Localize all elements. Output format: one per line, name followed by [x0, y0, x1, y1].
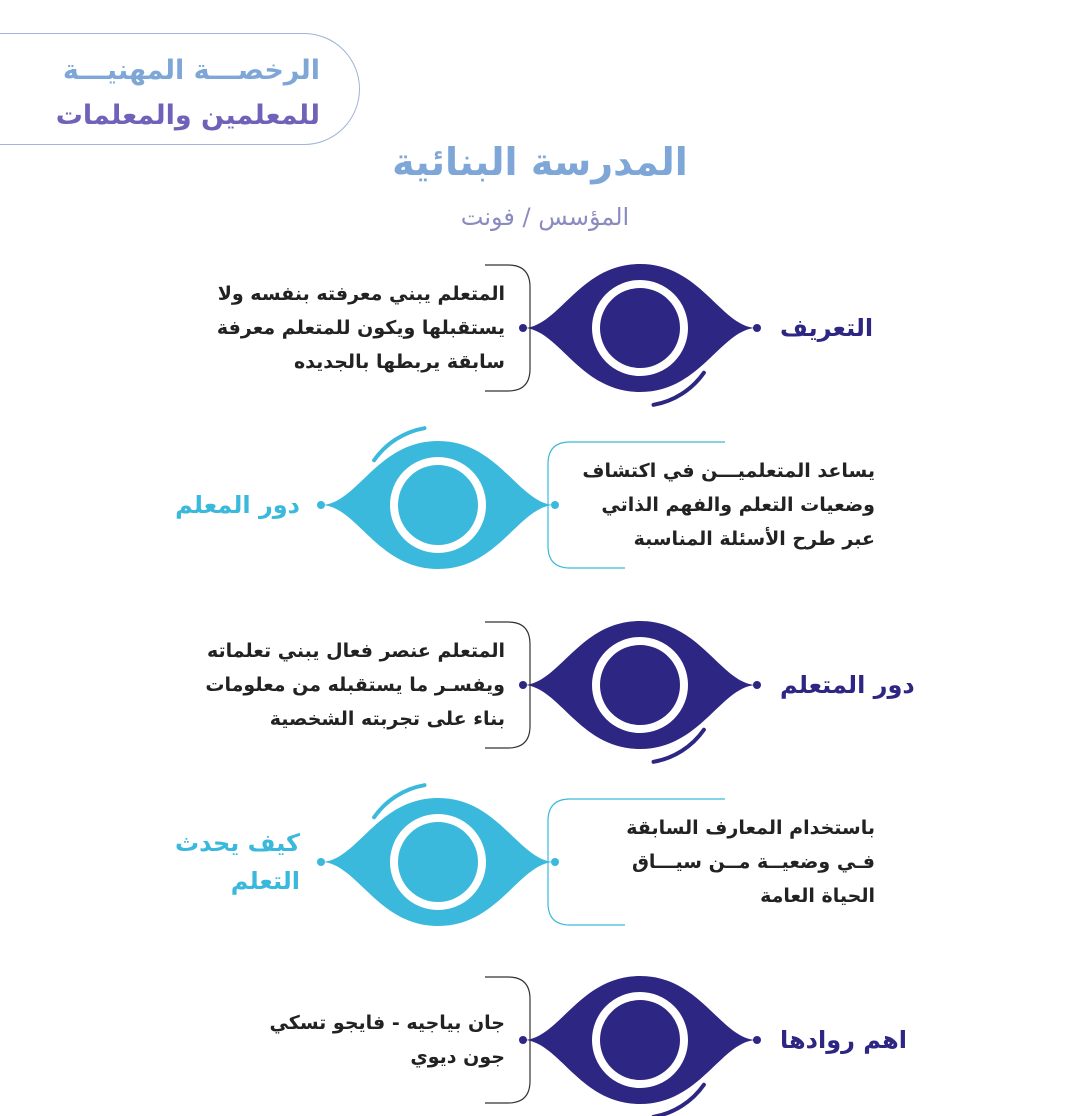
description-line: باستخدام المعارف السابقة: [626, 817, 875, 839]
row-description-5: [140, 1006, 505, 1074]
description-line: يساعد المتعلميـــن في اكتشاف: [582, 460, 875, 482]
node-dot-left-3: [519, 681, 527, 689]
label-line: كيف يحدث: [175, 829, 300, 857]
node-dot-left-2: [317, 501, 325, 509]
node-dot-left-5: [519, 1036, 527, 1044]
description-line: وضعيات التعلم والفهم الذاتي: [601, 494, 875, 516]
node-dot-right-1: [753, 324, 761, 332]
description-line: يستقبلها ويكون للمتعلم معرفة: [216, 317, 505, 339]
row-label-2: [100, 486, 300, 524]
description-line: بناء على تجربته الشخصية: [269, 708, 505, 730]
node-core-2: [400, 467, 476, 543]
row-description-4: [565, 811, 875, 913]
badge-line-1: الرخصـــة المهنيـــة: [62, 55, 320, 86]
label-line: اهم روادها: [780, 1026, 907, 1054]
node-dot-right-4: [551, 858, 559, 866]
description-line: الحياة العامة: [760, 885, 875, 907]
node-core-3: [602, 647, 678, 723]
node-core-5: [602, 1002, 678, 1078]
row-description-1: [140, 277, 505, 379]
description-line: ويفسـر ما يستقبله من معلومات: [205, 674, 505, 696]
description-line: عبر طرح الأسئلة المناسبة: [633, 528, 875, 550]
row-label-3: [780, 666, 980, 704]
row-description-3: [140, 634, 505, 736]
description-line: المتعلم يبني معرفته بنفسه ولا: [217, 283, 505, 305]
node-dot-right-2: [551, 501, 559, 509]
node-dot-left-1: [519, 324, 527, 332]
row-label-5: [780, 1021, 980, 1059]
label-line: دور المعلم: [175, 491, 300, 519]
description-line: جان بياجيه - فايجو تسكي: [269, 1012, 505, 1034]
node-core-1: [602, 290, 678, 366]
page-title: المدرسة البنائية: [392, 140, 688, 184]
badge-line-2: للمعلمين والمعلمات: [55, 100, 320, 131]
node-dot-right-3: [753, 681, 761, 689]
label-line: التعلم: [230, 867, 300, 895]
page-subtitle: المؤسس / فونت: [460, 203, 630, 231]
label-line: التعريف: [780, 314, 874, 342]
description-line: سابقة يربطها بالجديده: [293, 351, 505, 373]
label-line: دور المتعلم: [780, 671, 915, 699]
description-line: المتعلم عنصر فعال يبني تعلماته: [206, 640, 505, 662]
row-label-1: [780, 309, 980, 347]
node-dot-left-4: [317, 858, 325, 866]
description-line: فـي وضعيــة مــن سيـــاق: [631, 851, 875, 873]
node-core-4: [400, 824, 476, 900]
row-description-2: [565, 454, 875, 556]
node-dot-right-5: [753, 1036, 761, 1044]
description-line: جون ديوي: [410, 1046, 505, 1068]
row-label-4: [100, 824, 300, 900]
